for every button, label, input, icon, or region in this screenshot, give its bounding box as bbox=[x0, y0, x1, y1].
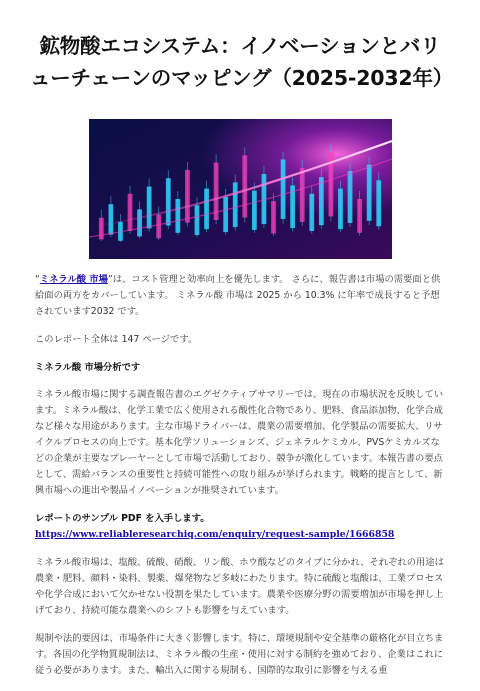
hero-bar bbox=[166, 178, 171, 225]
hero-bar bbox=[108, 204, 113, 234]
hero-bar bbox=[195, 205, 200, 235]
hero-bar bbox=[156, 215, 161, 239]
hero-bar bbox=[137, 209, 142, 236]
hero-bar bbox=[367, 165, 372, 221]
regulation-paragraph: 規制や法的要因は、市場条件に大きく影響します。特に、環境規制や安全基準の厳格化が目立ちます。各国の化学物質規制法は、ミネラル酸の生産・使用に対する制約を強めており、企業はこれに従う必要があります。また、輸出入に関する規制も、国際的な取引に影響を与える重 bbox=[35, 633, 444, 676]
market-keyword-link[interactable]: ミネラル酸 市場 bbox=[39, 274, 108, 285]
hero-bar bbox=[147, 187, 152, 229]
intro-text: ”は、コスト管理と効率向上を優先します。 さらに、報告書は市場の需要面と供給面の両方をカバーしています。 ミネラル酸 市場は 2025 から 10.3% に年率で成長すると予想されています2032 です。 bbox=[35, 274, 441, 317]
hero-bar bbox=[99, 218, 104, 240]
section-heading: ミネラル酸 市場分析です bbox=[35, 362, 141, 373]
pages-note: このレポート全体は 147 ページです。 bbox=[35, 334, 198, 345]
hero-bar bbox=[348, 171, 353, 223]
hero-bar bbox=[223, 197, 228, 232]
hero-image bbox=[89, 119, 392, 259]
sample-label: レポートのサンプル PDF を入手します。 bbox=[35, 513, 210, 524]
hero-bar bbox=[128, 194, 133, 231]
intro-open-quote: “ bbox=[35, 274, 40, 285]
intro-paragraph bbox=[35, 272, 448, 320]
hero-bar bbox=[242, 155, 247, 217]
analysis-paragraph: ミネラル酸市場に関する調査報告書のエグゼクティブサマリーでは、現在の市場状況を反映しています。ミネラル酸は、化学工業で広く使用される酸性化合物であり、肥料、食品添加物、化学合成など様々な用途があります。主な市場ドライバーは、農業の需要増加、化学製品の需要拡大、リサイクルプロセスの向上です。基本化学ソリューションズ、ジェネラルケミカル、PVSケミカルズなどの企業が主要なプレーヤーとして市場で活動しており、競争が激化しています。本報告書の要点として、需給バランスの重要性と持続可能性への取り組みが挙げられます。戦略的提言として、新興市場への進出や製品イノベーションが推奨されています。 bbox=[35, 389, 444, 496]
hero-bar bbox=[376, 180, 381, 226]
sample-request bbox=[35, 511, 448, 543]
hero-bar bbox=[204, 189, 209, 230]
hero-bar bbox=[252, 191, 257, 230]
hero-glow bbox=[89, 119, 392, 259]
hero-bar bbox=[357, 199, 362, 233]
hero-bar bbox=[233, 182, 238, 227]
document-title: 鉱物酸エコシステム：イノベーションとバリューチェーンのマッピング（2025-2032年） bbox=[30, 34, 454, 90]
sample-pdf-link[interactable]: https://www.reliableresearchiq.com/enquiry/request-sample/1666858 bbox=[35, 529, 395, 540]
hero-bar bbox=[271, 201, 276, 233]
hero-bar bbox=[309, 194, 314, 231]
hero-chart-graphic bbox=[89, 119, 392, 259]
hero-bar bbox=[338, 189, 343, 230]
document-body bbox=[35, 272, 448, 691]
hero-bar bbox=[300, 168, 305, 222]
hero-bar bbox=[175, 199, 180, 233]
segments-paragraph: ミネラル酸市場は、塩酸、硫酸、硝酸、リン酸、ホウ酸などのタイプに分かれ、それぞれの用途は農業・肥料、顔料・染料、製薬、爆発物など多岐にわたります。特に硫酸と塩酸は、工業プロセスや化学合成において欠かせない役割を果たしています。農業や医療分野の需要増加が市場を押し上げており、持続可能な農業へのシフトも影響を与えています。 bbox=[35, 557, 444, 616]
hero-bar bbox=[319, 177, 324, 225]
hero-bar bbox=[281, 159, 286, 218]
hero-bar bbox=[185, 170, 190, 223]
